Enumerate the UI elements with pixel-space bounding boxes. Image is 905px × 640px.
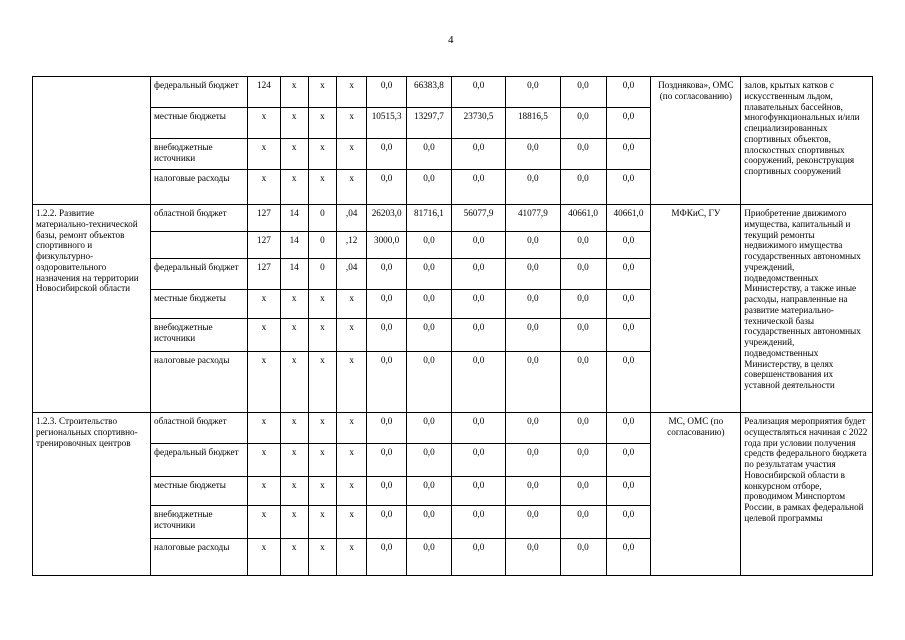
amount-cell: 0,0 (560, 108, 606, 139)
amount-cell: 0,0 (406, 539, 451, 576)
budget-code-cell: 0 (308, 259, 336, 290)
amount-cell: 0,0 (367, 290, 407, 319)
amount-cell: 0,0 (367, 259, 407, 290)
amount-cell: 13297,7 (406, 108, 451, 139)
amount-cell: 3000,0 (367, 232, 407, 259)
budget-code-cell: x (336, 77, 366, 108)
amount-cell: 0,0 (606, 77, 651, 108)
amount-cell: 0,0 (406, 506, 451, 539)
program-table (32, 76, 873, 576)
budget-code-cell: x (280, 352, 308, 413)
amount-cell: 0,0 (406, 259, 451, 290)
amount-cell: 23730,5 (451, 108, 505, 139)
amount-cell: 0,0 (560, 506, 606, 539)
amount-cell: 0,0 (367, 444, 407, 477)
amount-cell: 0,0 (406, 413, 451, 444)
amount-cell: 0,0 (560, 139, 606, 170)
amount-cell: 0,0 (506, 77, 560, 108)
funding-source: налоговые расходы (151, 170, 248, 205)
amount-cell: 0,0 (451, 413, 505, 444)
budget-code-cell: x (248, 319, 280, 352)
amount-cell: 0,0 (506, 477, 560, 506)
amount-cell: 0,0 (506, 506, 560, 539)
budget-code-cell: x (280, 77, 308, 108)
amount-cell: 0,0 (406, 352, 451, 413)
budget-code-cell: 14 (280, 259, 308, 290)
amount-cell: 0,0 (606, 232, 651, 259)
budget-code-cell: x (308, 506, 336, 539)
budget-code-cell: 124 (248, 77, 280, 108)
amount-cell: 0,0 (451, 170, 505, 205)
budget-code-cell: x (308, 444, 336, 477)
budget-code-cell: x (280, 477, 308, 506)
funding-source: внебюджетные источники (151, 319, 248, 352)
amount-cell: 40661,0 (606, 205, 651, 232)
amount-cell: 0,0 (560, 170, 606, 205)
amount-cell: 0,0 (560, 477, 606, 506)
funding-source: налоговые расходы (151, 352, 248, 413)
amount-cell: 0,0 (606, 259, 651, 290)
budget-code-cell: 127 (248, 205, 280, 232)
amount-cell: 0,0 (506, 444, 560, 477)
amount-cell: 0,0 (560, 413, 606, 444)
amount-cell: 41077,9 (506, 205, 560, 232)
budget-code-cell: x (308, 170, 336, 205)
budget-code-cell: 0 (308, 205, 336, 232)
budget-code-cell: 14 (280, 232, 308, 259)
amount-cell: 0,0 (606, 352, 651, 413)
budget-code-cell: ,04 (336, 259, 366, 290)
funding-source (151, 232, 248, 259)
amount-cell: 40661,0 (560, 205, 606, 232)
amount-cell: 0,0 (560, 290, 606, 319)
budget-code-cell: x (308, 108, 336, 139)
funding-source: местные бюджеты (151, 108, 248, 139)
table-row (33, 205, 873, 232)
executor-cell: МС, ОМС (по согласованию) (651, 413, 741, 576)
amount-cell: 0,0 (406, 139, 451, 170)
amount-cell: 18816,5 (506, 108, 560, 139)
budget-code-cell: x (248, 170, 280, 205)
amount-cell: 0,0 (406, 290, 451, 319)
amount-cell: 0,0 (506, 352, 560, 413)
amount-cell: 0,0 (367, 539, 407, 576)
amount-cell: 0,0 (606, 539, 651, 576)
measure-title: 1.2.2. Развитие материально-технической базы, ремонт объектов спортивного и физкультурно-оздоровительного назначения на территории Новосибирской области (33, 205, 151, 413)
executor-cell: МФКиС, ГУ (651, 205, 741, 413)
amount-cell: 0,0 (560, 352, 606, 413)
funding-source: федеральный бюджет (151, 444, 248, 477)
budget-code-cell: x (280, 170, 308, 205)
expected-result-cell: Реализация мероприятия будет осуществляться начиная с 2022 года при условии получения средств федерального бюджета по результатам участия Новосибирской области в конкурсном отборе, проводимом Минспортом России, в рамках федеральной целевой программы (741, 413, 873, 576)
budget-code-cell: 127 (248, 259, 280, 290)
funding-source: областной бюджет (151, 205, 248, 232)
budget-code-cell: x (336, 444, 366, 477)
funding-source: федеральный бюджет (151, 259, 248, 290)
budget-code-cell: x (336, 352, 366, 413)
funding-source: областной бюджет (151, 413, 248, 444)
amount-cell: 0,0 (367, 77, 407, 108)
budget-code-cell: x (336, 539, 366, 576)
amount-cell: 0,0 (606, 506, 651, 539)
amount-cell: 0,0 (506, 319, 560, 352)
amount-cell: 0,0 (367, 319, 407, 352)
budget-code-cell: x (280, 506, 308, 539)
budget-code-cell: x (308, 477, 336, 506)
budget-code-cell: ,12 (336, 232, 366, 259)
budget-code-cell: x (280, 539, 308, 576)
budget-code-cell: x (248, 139, 280, 170)
budget-code-cell: 14 (280, 205, 308, 232)
budget-code-cell: x (308, 77, 336, 108)
amount-cell: 0,0 (560, 444, 606, 477)
budget-code-cell: x (248, 290, 280, 319)
budget-code-cell: x (308, 539, 336, 576)
budget-code-cell: x (308, 139, 336, 170)
budget-code-cell: x (336, 290, 366, 319)
amount-cell: 0,0 (367, 352, 407, 413)
amount-cell: 0,0 (506, 290, 560, 319)
amount-cell: 0,0 (451, 444, 505, 477)
amount-cell: 0,0 (367, 506, 407, 539)
funding-source: местные бюджеты (151, 477, 248, 506)
budget-code-cell: ,04 (336, 205, 366, 232)
amount-cell: 66383,8 (406, 77, 451, 108)
amount-cell: 0,0 (406, 170, 451, 205)
budget-code-cell: x (280, 444, 308, 477)
amount-cell: 0,0 (451, 77, 505, 108)
amount-cell: 0,0 (367, 170, 407, 205)
amount-cell: 56077,9 (451, 205, 505, 232)
budget-code-cell: x (280, 108, 308, 139)
measure-title: 1.2.3. Строительство региональных спортивно-тренировочных центров (33, 413, 151, 576)
budget-code-cell: x (336, 477, 366, 506)
amount-cell: 0,0 (367, 477, 407, 506)
page-number: 4 (448, 34, 454, 46)
amount-cell: 0,0 (406, 444, 451, 477)
amount-cell: 0,0 (451, 259, 505, 290)
amount-cell: 0,0 (606, 290, 651, 319)
funding-source: налоговые расходы (151, 539, 248, 576)
budget-code-cell: x (336, 413, 366, 444)
budget-code-cell: 0 (308, 232, 336, 259)
amount-cell: 0,0 (406, 232, 451, 259)
table-row (33, 77, 873, 108)
funding-source: внебюджетные источники (151, 506, 248, 539)
amount-cell: 0,0 (367, 139, 407, 170)
executor-cell: Позднякова», ОМС (по согласованию) (651, 77, 741, 205)
amount-cell: 0,0 (406, 319, 451, 352)
budget-code-cell: x (308, 352, 336, 413)
amount-cell: 0,0 (506, 170, 560, 205)
amount-cell: 0,0 (606, 444, 651, 477)
budget-code-cell: x (308, 290, 336, 319)
amount-cell: 0,0 (451, 319, 505, 352)
budget-code-cell: x (280, 413, 308, 444)
expected-result-cell: залов, крытых катков с искусственным льдом, плавательных бассейнов, многофункциональных и/или специализированных спортивных объектов, плоскостных спортивных сооружений, реконструкция спортивных сооружений (741, 77, 873, 205)
budget-code-cell: x (336, 108, 366, 139)
amount-cell: 0,0 (560, 539, 606, 576)
amount-cell: 0,0 (451, 477, 505, 506)
funding-source: местные бюджеты (151, 290, 248, 319)
amount-cell: 81716,1 (406, 205, 451, 232)
amount-cell: 0,0 (451, 139, 505, 170)
budget-code-cell: x (280, 290, 308, 319)
amount-cell: 26203,0 (367, 205, 407, 232)
measure-title (33, 77, 151, 205)
budget-code-cell: x (308, 319, 336, 352)
amount-cell: 0,0 (506, 413, 560, 444)
budget-code-cell: x (248, 477, 280, 506)
budget-code-cell: x (280, 139, 308, 170)
amount-cell: 0,0 (367, 413, 407, 444)
budget-code-cell: x (248, 352, 280, 413)
amount-cell: 0,0 (606, 319, 651, 352)
amount-cell: 0,0 (506, 539, 560, 576)
amount-cell: 0,0 (451, 539, 505, 576)
budget-code-cell: x (248, 539, 280, 576)
funding-source: федеральный бюджет (151, 77, 248, 108)
budget-code-cell: x (280, 319, 308, 352)
amount-cell: 0,0 (560, 319, 606, 352)
amount-cell: 0,0 (451, 290, 505, 319)
budget-code-cell: x (308, 413, 336, 444)
budget-code-cell: x (336, 506, 366, 539)
amount-cell: 0,0 (451, 232, 505, 259)
amount-cell: 0,0 (606, 139, 651, 170)
amount-cell: 0,0 (560, 232, 606, 259)
expected-result-cell: Приобретение движимого имущества, капитальный и текущий ремонты недвижимого имущества государственных автономных учреждений, подведомственных Министерству, а также иные расходы, направленные на развитие материально-технической базы государственных автономных учреждений, подведомственных Министерству, в целях совершенствования их уставной деятельности (741, 205, 873, 413)
amount-cell: 0,0 (560, 259, 606, 290)
table-row (33, 413, 873, 444)
amount-cell: 0,0 (506, 139, 560, 170)
funding-source: внебюджетные источники (151, 139, 248, 170)
amount-cell: 0,0 (406, 477, 451, 506)
budget-code-cell: x (248, 413, 280, 444)
amount-cell: 10515,3 (367, 108, 407, 139)
amount-cell: 0,0 (606, 413, 651, 444)
amount-cell: 0,0 (506, 259, 560, 290)
budget-code-cell: 127 (248, 232, 280, 259)
budget-code-cell: x (248, 108, 280, 139)
budget-code-cell: x (336, 170, 366, 205)
budget-code-cell: x (336, 319, 366, 352)
amount-cell: 0,0 (560, 77, 606, 108)
budget-code-cell: x (248, 506, 280, 539)
budget-code-cell: x (248, 444, 280, 477)
amount-cell: 0,0 (451, 506, 505, 539)
amount-cell: 0,0 (606, 170, 651, 205)
amount-cell: 0,0 (451, 352, 505, 413)
amount-cell: 0,0 (606, 108, 651, 139)
budget-code-cell: x (336, 139, 366, 170)
amount-cell: 0,0 (606, 477, 651, 506)
amount-cell: 0,0 (506, 232, 560, 259)
